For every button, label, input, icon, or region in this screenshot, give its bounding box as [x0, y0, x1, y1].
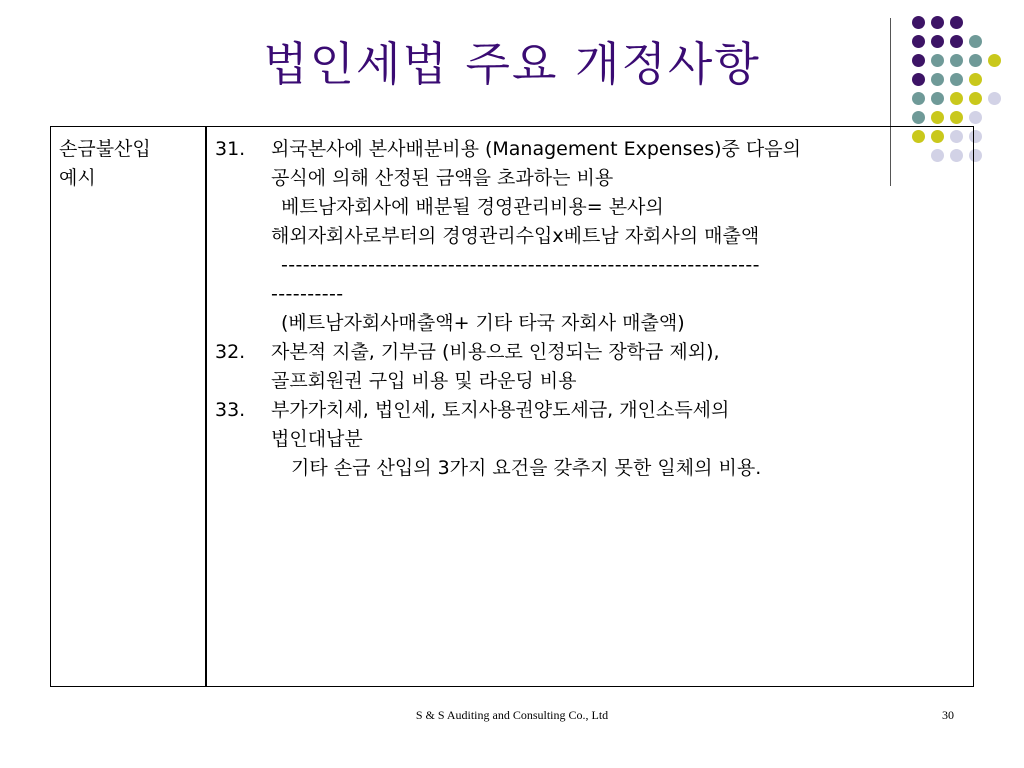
item-number: 31.: [215, 138, 246, 160]
item-text: 자본적 지출, 기부금 (비용으로 인정되는 장학금 제외),: [271, 341, 720, 363]
decor-dot: [912, 92, 925, 105]
list-item-32: [215, 338, 975, 396]
decor-dot: [950, 111, 963, 124]
item-number: 32.: [215, 341, 246, 363]
list-item-33: [215, 396, 975, 483]
formula-numerator-line1: 베트남자회사에 배분될 경영관리비용= 본사의: [281, 196, 664, 218]
decor-dot: [912, 111, 925, 124]
decor-dot: [931, 35, 944, 48]
formula-denominator: (베트남자회사매출액+ 기타 타국 자회사 매출액): [281, 312, 685, 334]
decor-dot: [912, 54, 925, 67]
decor-dot: [912, 35, 925, 48]
decor-dot: [950, 73, 963, 86]
decor-dot: [969, 92, 982, 105]
content-table: [50, 126, 974, 687]
item-text: 골프회원권 구입 비용 및 라운딩 비용: [271, 370, 577, 392]
decor-dot: [950, 16, 963, 29]
decor-dot: [950, 35, 963, 48]
category-label-line2: 예시: [59, 167, 96, 189]
decor-dot: [931, 92, 944, 105]
item-text: 외국본사에 본사배분비용 (Management Expenses)중 다음의: [271, 138, 801, 160]
category-label-cell: [59, 135, 199, 193]
footer-company: S & S Auditing and Consulting Co., Ltd: [415, 708, 609, 722]
slide-title: 법인세법 주요 개정사항: [263, 37, 761, 91]
item-text: 부가가치세, 법인세, 토지사용권양도세금, 개인소득세의: [271, 399, 730, 421]
formula-numerator-line2: 해외자회사로부터의 경영관리수입x베트남 자회사의 매출액: [271, 225, 760, 247]
decor-dot: [931, 73, 944, 86]
category-label-line1: 손금불산입: [59, 138, 151, 160]
description-cell: [215, 135, 975, 483]
item-text: 기타 손금 산입의 3가지 요건을 갖추지 못한 일체의 비용.: [291, 457, 762, 479]
decor-dot: [950, 54, 963, 67]
column-divider: [205, 127, 207, 686]
item-number: 33.: [215, 399, 246, 421]
decor-dot: [969, 73, 982, 86]
decor-dot: [969, 35, 982, 48]
decor-dot: [950, 92, 963, 105]
formula-fraction-bar-cont: ----------: [271, 283, 344, 305]
decor-dot: [931, 54, 944, 67]
formula-fraction-bar: ------------------------------------------------------------------: [281, 254, 760, 276]
decor-dot: [912, 73, 925, 86]
decor-dot: [969, 111, 982, 124]
decor-dot: [969, 54, 982, 67]
list-item-31: [215, 135, 975, 338]
decor-dot: [988, 54, 1001, 67]
page-number: 30: [942, 708, 954, 722]
decor-dot: [931, 111, 944, 124]
item-text: 공식에 의해 산정된 금액을 초과하는 비용: [271, 167, 614, 189]
decor-dot: [912, 16, 925, 29]
decor-dot: [931, 16, 944, 29]
item-text: 법인대납분: [271, 428, 363, 450]
decor-dot: [988, 92, 1001, 105]
